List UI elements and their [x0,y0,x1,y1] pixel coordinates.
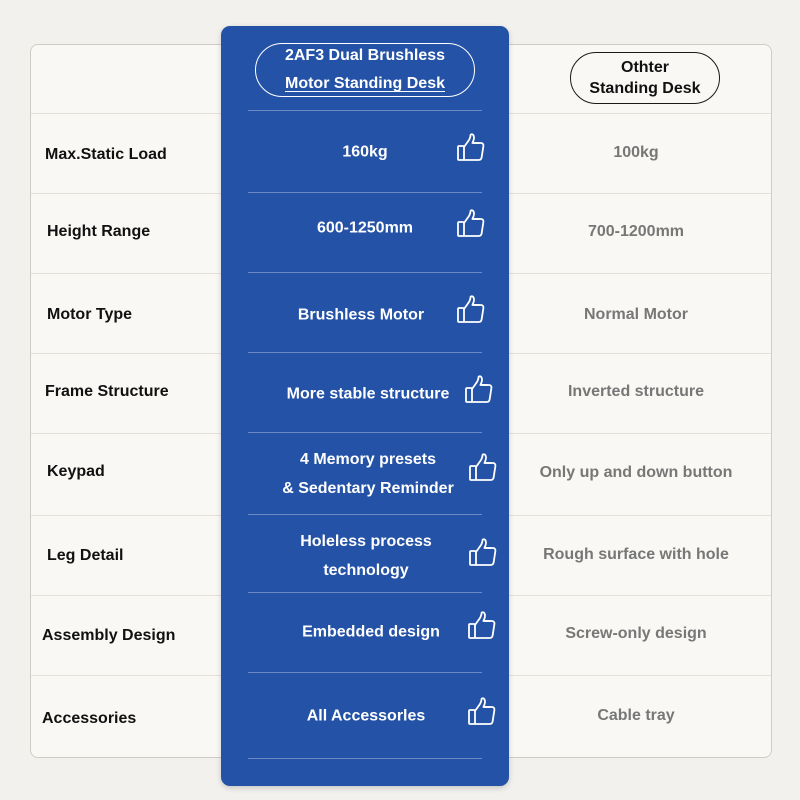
product-value-line: & Sedentary Reminder [282,480,454,497]
other-desk-title-line1: Othter [621,59,669,76]
row-label-motor-type: Motor Type [47,306,133,323]
other-value-motor-type: Normal Motor [584,306,688,323]
product-value-leg-detail [251,527,481,585]
product-highlight-column [221,26,509,786]
column-divider [248,592,482,593]
product-value-height-range [241,214,489,243]
product-value-max-static-load [241,138,489,167]
row-label-max-static-load: Max.Static Load [45,146,167,163]
row-label-assembly-design: Assembly Design [42,627,176,644]
column-divider [248,192,482,193]
column-divider [248,672,482,673]
other-value-leg-detail: Rough surface with hole [543,546,729,563]
other-value-accessories: Cable tray [597,707,675,724]
product-value-line: 600-1250mm [316,219,414,237]
product-value-line: Embedded design [302,623,440,641]
row-label-keypad: Keypad [47,463,105,480]
other-value-height-range: 700-1200mm [587,223,685,240]
other-value-assembly-design: Screw-only design [565,625,707,642]
product-title-line2: Motor Standing Desk [284,75,445,92]
row-label-frame-structure: Frame Structure [45,383,169,400]
thumbs-up-icon [466,696,498,728]
product-header-pill [255,43,475,97]
column-divider [248,432,482,433]
product-value-motor-type [241,301,481,330]
other-value-keypad: Only up and down button [539,464,733,481]
product-title-line1: 2AF3 Dual Brushless [284,47,446,64]
product-value-line: Brushless Motor [297,306,425,324]
product-value-keypad [261,445,475,503]
product-value-line: technology [323,562,409,579]
other-value-frame-structure: Inverted structure [567,383,705,400]
other-desk-header-pill [570,52,720,104]
column-divider [248,272,482,273]
product-value-line: All Accessorles [306,707,426,725]
product-value-line: Holeless process [300,533,432,550]
other-desk-title-line2: Standing Desk [589,80,701,97]
thumbs-up-icon [466,610,498,642]
column-divider [248,514,482,515]
column-divider [248,110,482,111]
thumbs-up-icon [467,452,499,484]
column-divider [248,758,482,759]
row-label-height-range: Height Range [47,223,151,240]
product-value-frame-structure [263,380,473,409]
product-value-line: More stable structure [286,385,450,403]
thumbs-up-icon [467,537,499,569]
product-value-line: 160kg [342,143,388,161]
column-divider [248,352,482,353]
thumbs-up-icon [463,374,495,406]
row-label-leg-detail: Leg Detail [47,547,124,564]
product-value-line: 4 Memory presets [299,451,437,468]
thumbs-up-icon [455,132,487,164]
row-label-accessories: Accessories [42,710,137,727]
thumbs-up-icon [455,208,487,240]
other-value-max-static-load: 100kg [613,144,659,161]
product-value-accessories [251,702,481,731]
product-value-assembly-design [271,618,471,647]
thumbs-up-icon [455,294,487,326]
